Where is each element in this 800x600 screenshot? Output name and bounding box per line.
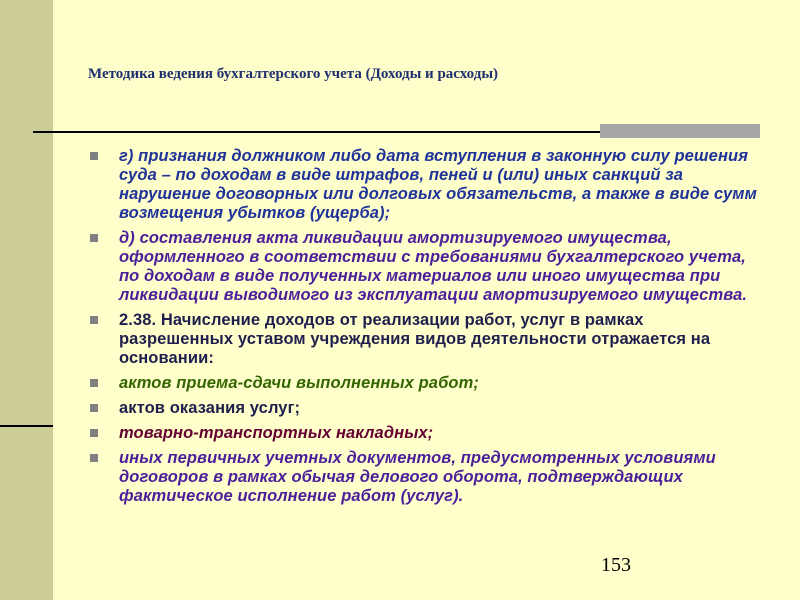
bullet-list bbox=[90, 147, 760, 512]
list-item bbox=[90, 449, 760, 506]
list-item-text: г) признания должником либо дата вступления в законную силу решения суда – по доходам в виде штрафов, пеней и (или) иных санкций за нарушение договорных или долговых обязательств, а также в виде сумм возмещения убытков (ущерба); bbox=[119, 147, 757, 222]
list-item-text: 2.38. Начисление доходов от реализации работ, услуг в рамках разрешенных уставом учреждения видов деятельности отражается на основании: bbox=[119, 311, 711, 367]
list-item bbox=[90, 311, 760, 368]
list-item bbox=[90, 424, 760, 443]
page-number: 153 bbox=[601, 554, 631, 576]
list-item bbox=[90, 399, 760, 418]
left-decor-line bbox=[0, 425, 53, 427]
slide-title: Методика ведения бухгалтерского учета (Доходы и расходы) bbox=[88, 66, 499, 82]
square-bullet-icon bbox=[90, 454, 98, 462]
list-item-text: иных первичных учетных документов, предусмотренных условиями договоров в рамках обычая делового оборота, подтверждающих фактическое исполнение работ (услуг). bbox=[119, 449, 716, 505]
list-item-text: актов приема-сдачи выполненных работ; bbox=[119, 374, 479, 392]
list-item-text: товарно-транспортных накладных; bbox=[119, 424, 434, 442]
list-item-text: д) составления акта ликвидации амортизируемого имущества, оформленного в соответствии с требованиями бухгалтерского учета, по доходам в виде полученных материалов или иного имущества при ликвидации выводимого из эксплуатации амортизируемого имущества. bbox=[119, 229, 748, 304]
square-bullet-icon bbox=[90, 404, 98, 412]
square-bullet-icon bbox=[90, 316, 98, 324]
title-divider bbox=[33, 131, 600, 133]
list-item-text: актов оказания услуг; bbox=[119, 399, 301, 417]
left-decor-bar bbox=[0, 0, 53, 600]
list-item bbox=[90, 374, 760, 393]
square-bullet-icon bbox=[90, 379, 98, 387]
list-item bbox=[90, 229, 760, 305]
square-bullet-icon bbox=[90, 429, 98, 437]
list-item bbox=[90, 147, 760, 223]
title-divider-block bbox=[600, 124, 760, 138]
square-bullet-icon bbox=[90, 152, 98, 160]
square-bullet-icon bbox=[90, 234, 98, 242]
